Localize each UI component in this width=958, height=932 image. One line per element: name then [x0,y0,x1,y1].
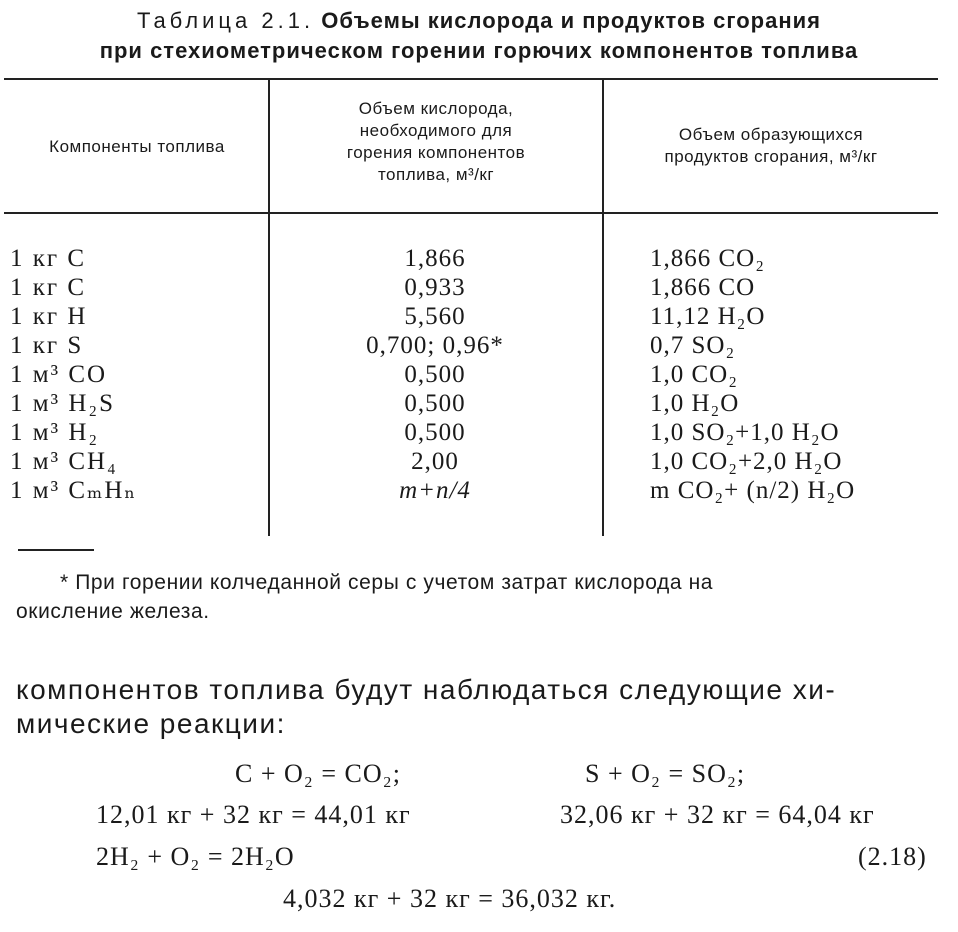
table-row [0,476,958,505]
equation-hydrogen-mass: 4,032 кг + 32 кг = 36,032 кг. [283,884,617,913]
table-row [0,389,958,418]
table-row [0,418,958,447]
header-products-volume [606,124,936,168]
equation-carbon: C + O₂ = CO₂; [235,759,401,788]
cell-component: 1 м³ H₂S [10,390,115,417]
cell-products: 1,0 SO₂+1,0 H₂O [650,419,840,446]
header-products-line: Объем образующихся [678,125,864,144]
header-oxygen-line: топлива, м³/кг [377,165,495,184]
cell-oxygen: 0,500 [404,361,466,388]
equation-carbon-mass: 12,01 кг + 32 кг = 44,01 кг [96,800,411,829]
cell-products: 1,0 H₂O [650,390,740,417]
cell-products: 1,866 CO₂ [650,245,765,272]
cell-component: 1 кг S [10,332,84,359]
cell-component: 1 м³ H₂ [10,419,100,446]
cell-component: 1 кг C [10,245,87,272]
cell-component: 1 кг C [10,274,87,301]
equation-hydrogen: 2H₂ + O₂ = 2H₂O [96,842,295,871]
header-oxygen-line: горения компонентов [346,143,526,162]
cell-component: 1 м³ CO [10,361,108,388]
footnote-line-2: окисление железа. [16,600,210,623]
cell-component: 1 м³ CₘHₙ [10,477,138,504]
equation-number: (2.18) [858,842,927,871]
table-row [0,360,958,389]
footnote-rule [18,549,94,551]
table-row [0,302,958,331]
cell-oxygen: 0,500 [404,390,466,417]
cell-products: m CO₂+ (n/2) H₂O [650,477,856,504]
header-oxygen-volume [272,98,600,186]
table-caption-number: Таблица 2.1. [137,8,315,33]
table-header-rule [4,212,938,214]
cell-products: 11,12 H₂O [650,303,766,330]
table-row [0,244,958,273]
footnote-line-1: * При горении колчеданной серы с учетом затрат кислорода на [60,571,714,594]
header-components-label: Компоненты топлива [49,137,225,156]
paragraph-line-1: компонентов топлива будут наблюдаться следующие хи- [16,674,837,705]
header-products-line: продуктов сгорания, м³/кг [664,147,878,166]
cell-products: 1,866 CO [650,274,756,301]
cell-oxygen: m+n/4 [399,477,471,504]
cell-oxygen: 1,866 [404,245,466,272]
table-caption-line-1 [0,8,958,34]
cell-oxygen: 2,00 [411,448,459,475]
cell-oxygen: 5,560 [404,303,466,330]
cell-component: 1 кг H [10,303,88,330]
table-row [0,331,958,360]
cell-oxygen: 0,933 [404,274,466,301]
equation-sulfur-mass: 32,06 кг + 32 кг = 64,04 кг [560,800,875,829]
cell-component: 1 м³ CH₄ [10,448,118,475]
table-top-rule [4,78,938,80]
paragraph-line-2: мические реакции: [16,708,286,739]
cell-products: 1,0 CO₂ [650,361,738,388]
cell-oxygen: 0,500 [404,419,466,446]
cell-oxygen: 0,700; 0,96* [366,332,504,359]
table-row [0,273,958,302]
header-oxygen-line: необходимого для [359,121,513,140]
equation-sulfur: S + O₂ = SO₂; [585,759,746,788]
cell-products: 1,0 CO₂+2,0 H₂O [650,448,843,475]
table-caption-line-2 [0,38,958,64]
header-components [8,136,266,158]
table-row [0,447,958,476]
table-caption-title-2: при стехиометрическом горении горючих компонентов топлива [99,38,859,63]
cell-products: 0,7 SO₂ [650,332,736,359]
table-caption-title: Объемы кислорода и продуктов сгорания [321,8,821,33]
header-oxygen-line: Объем кислорода, [358,99,514,118]
